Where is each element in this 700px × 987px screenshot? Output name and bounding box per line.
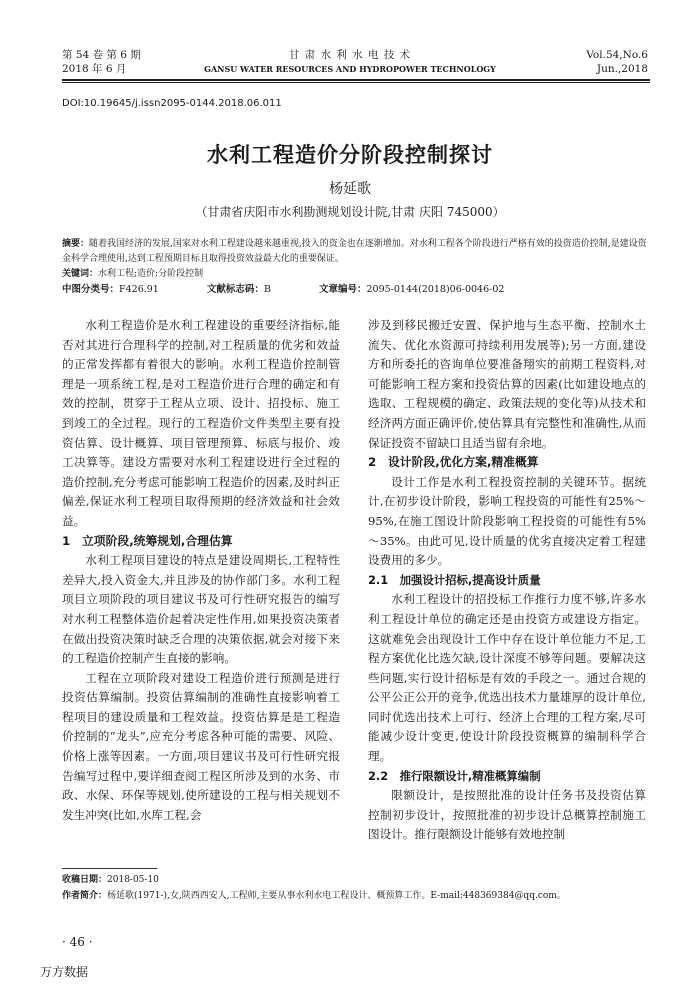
article-no-value: 2095-0144(2018)06-0046-02 (366, 284, 505, 295)
author-bio (62, 888, 650, 904)
doi: DOI:10.19645/j.issn2095-0144.2018.06.011 (62, 98, 282, 109)
header-volume-en: Vol.54,No.6 (586, 49, 648, 61)
header-date: 2018 年 6 月 (62, 63, 127, 75)
subsection-heading-2-2: 2.2 推行限额设计,精准概算编制 (368, 768, 541, 783)
paragraph: 限额设计，是按照批准的设计任务书及投资估算控制初步设计，按照批准的初步设计总概算控制施工图设计。推行限额设计能够有效地控制 (368, 788, 646, 842)
keywords (62, 267, 650, 282)
author-bio-text: 杨延歌(1971-),女,陕西西安人,工程师,主要从事水利水电工程设计、概预算工作。E-mail:448369384@qq.com。 (107, 891, 566, 901)
doc-code-label: 文献标志码： (206, 284, 264, 295)
section-heading-1: 1 立项阶段,统筹规划,合理估算 (62, 533, 233, 548)
header-right (586, 48, 648, 76)
abstract (62, 237, 650, 267)
clc-value: F426.91 (119, 284, 159, 295)
doc-code-value: B (263, 284, 271, 295)
paragraph: 工程在立项阶段对建设工程造价进行预测是进行投资估算编制。投资估算编制的准确性直接影响着工程项目的建设质量和工程效益。投资估算是是工程造价控制的“龙头”,应充分考虑各种可能的需要、风险、价格上涨等因素。一方面,项目建议书及可行性研究报告编写过程中,要详细查阅工程区所涉及到的水务、市政、水保、环保等规划,使所建设的工程与相关规划不发生冲突(比如,水库工程,会 (62, 670, 340, 822)
header-left (62, 48, 141, 76)
page-number: · 46 · (62, 935, 93, 949)
clc-label: 中图分类号： (62, 284, 120, 295)
paragraph: 涉及到移民搬迁安置、保护地与生态平衡、控制水土流失、优化水资源可持续利用发展等);另一方面,建设方和所委托的咨询单位要准备翔实的前期工程资料,对可能影响工程方案和投资估算的因素(比如建设地点的选取、工程规模的确定、政策法规的变化等)从技术和经济两方面正确评价,使估算具有完整性和准确性,从而保证投资不留缺口且适当留有余地。 (368, 318, 646, 450)
paragraph: 水利工程项目建设的特点是建设周期长,工程特性差异大,投入资金大,并且涉及的协作部门多。水利工程项目立项阶段的项目建议书及可行性研究报告的编写对水利工程整体造价起着决定性作用,如果投资决策者在做出投资决策时缺乏合理的决策依据,就会对接下来的工程造价控制产生直接的影响。 (62, 553, 340, 666)
abstract-label: 摘要： (62, 239, 90, 249)
classification-line (62, 282, 650, 297)
section-heading-2: 2 设计阶段,优化方案,精准概算 (368, 455, 539, 470)
received-label: 收稿日期： (62, 875, 108, 885)
paragraph: 水利工程设计的招投标工作推行力度不够,许多水利工程设计单位的确定还是由投资方或建设方指定。这就难免会出现设计工作中存在设计单位能力不足,工程方案优化比选欠缺,设计深度不够等问题。要解决这些问题,实行设计招标是有效的手段之一。通过合规的公平公正公开的竞争,优选出技术力量雄厚的设计单位,同时优选出技术上可行、经济上合理的工程方案,尽可能减少设计变更,使设计阶段投资概算的编制科学合理。 (368, 592, 646, 764)
article-affiliation: （甘肃省庆阳市水利勘测规划设计院,甘肃 庆阳 745000） (195, 205, 505, 219)
header-rule-thin (62, 82, 650, 83)
footnote-rule (62, 868, 157, 869)
abstract-text: 随着我国经济的发展,国家对水利工程建设越来越重视,投入的资金也在逐渐增加。对水利工程各个阶段进行严格有效的投资造价控制,是建设资金科学合理使用,达到工程预期目标且取得投资效益最大化的重要保证。 (62, 239, 647, 264)
article-no-label: 文章编号： (318, 284, 367, 295)
watermark: 万方数据 (40, 965, 89, 979)
body-left-column (62, 316, 340, 825)
journal-name-en: GANSU WATER RESOURCES AND HYDROPOWER TECHNOLOGY (204, 64, 496, 74)
abstract-block (62, 237, 650, 297)
received-date (62, 872, 650, 888)
journal-name-cn: 甘 肃 水 利 水 电 技 术 (288, 49, 412, 61)
paragraph: 水利工程造价是水利工程建设的重要经济指标,能否对其进行合理科学的控制,对工程质量的优劣和效益的正常发挥都有着很大的影响。水利工程造价控制管理是一项系统工程,是对工程造价进行合理的确定和有效的控制，贯穿于工程从立项、设计、招投标、施工到竣工的全过程。现行的工程造价文件类型主要有投资估算、设计概算、项目管理预算、标底与报价、竣工决算等。建设方需要对水利工程建设进行全过程的造价控制,充分考虑可能影响工程造价的因素,及时纠正偏差,保证水利工程项目取得预期的经济效益和社会效益。 (62, 318, 340, 528)
header-center (200, 48, 500, 76)
keywords-label: 关键词： (62, 269, 99, 279)
author-bio-label: 作者简介： (62, 891, 108, 901)
received-value: 2018-05-10 (107, 875, 159, 885)
article-author: 杨延歌 (329, 181, 371, 197)
paragraph: 设计工作是水利工程投资控制的关键环节。据统计,在初步设计阶段，影响工程投资的可能性有25%～95%,在施工图设计阶段影响工程投资的可能性有5%～35%。由此可见,设计质量的优劣直接决定着工程建设费用的多少。 (368, 474, 646, 568)
header-rule (62, 79, 650, 81)
body-right-column (368, 316, 646, 845)
header-date-en: Jun.,2018 (596, 63, 648, 75)
subsection-heading-2-1: 2.1 加强设计招标,提高设计质量 (368, 572, 541, 587)
keywords-text: 水利工程;造价;分阶段控制 (98, 269, 204, 279)
footnote (62, 872, 650, 904)
article-title: 水利工程造价分阶段控制探讨 (207, 142, 493, 167)
header-volume: 第 54 卷 第 6 期 (62, 49, 141, 61)
